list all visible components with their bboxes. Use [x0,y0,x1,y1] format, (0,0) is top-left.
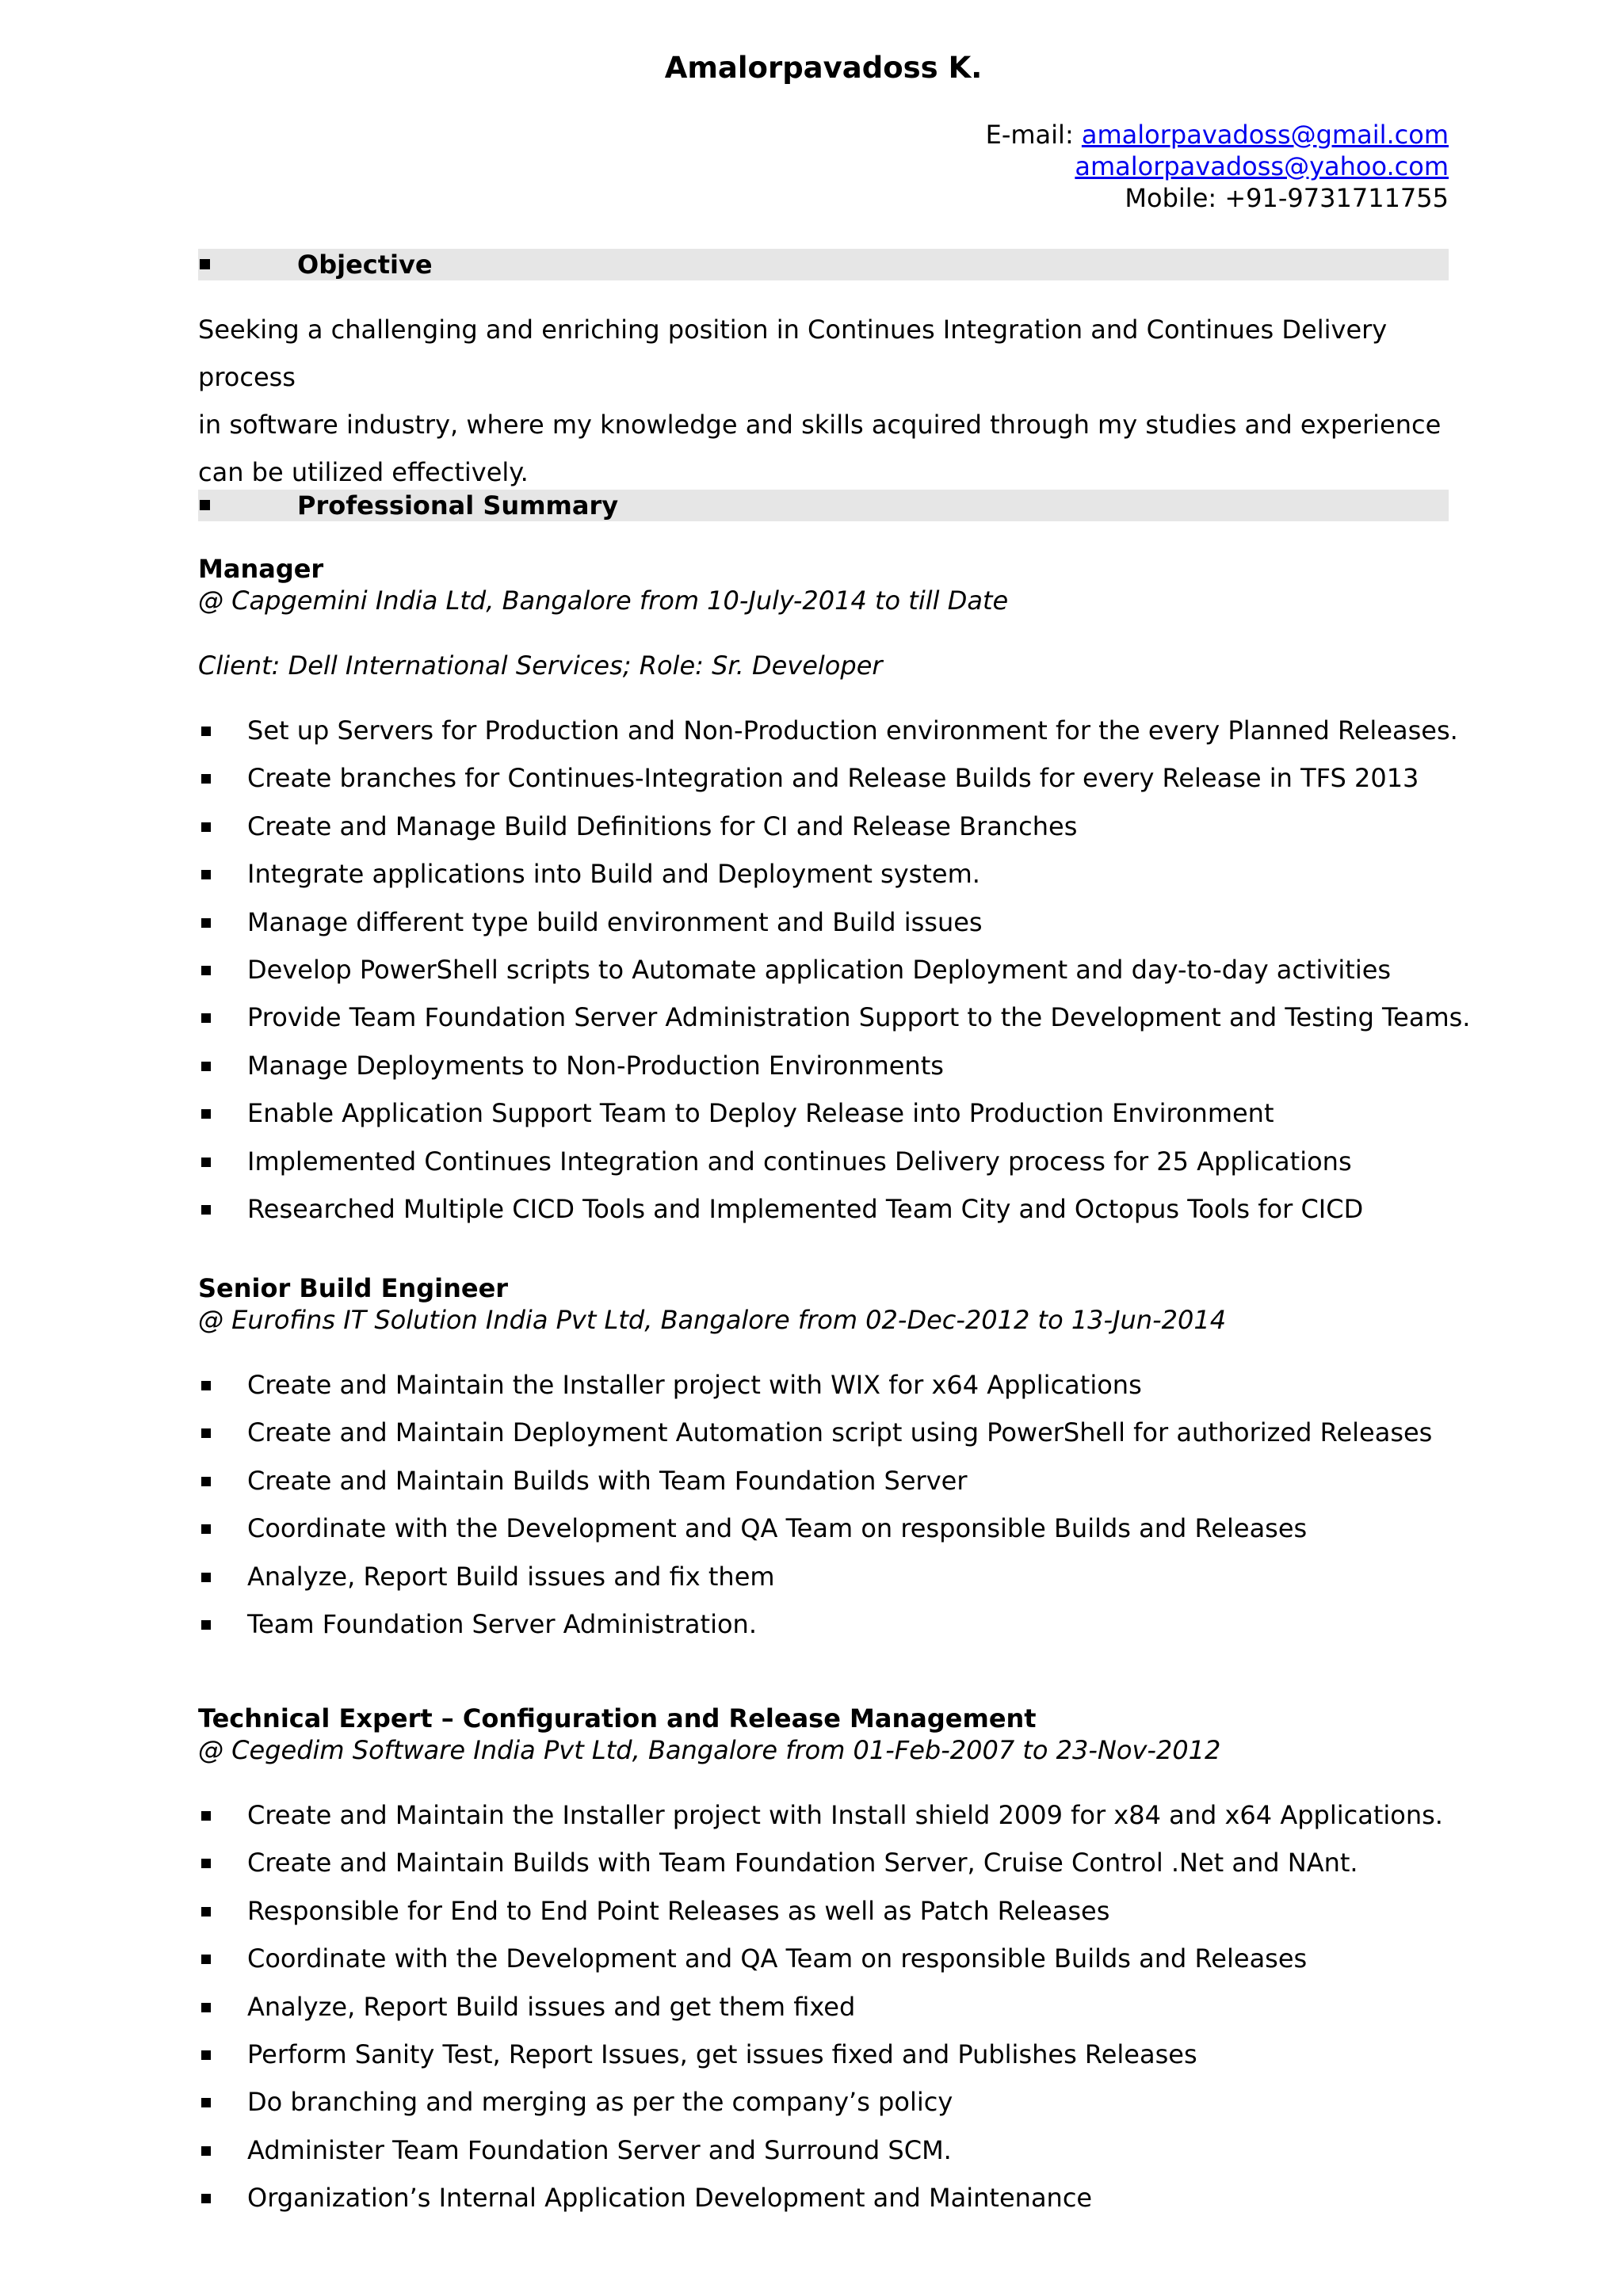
list-item: Organization’s Internal Application Development and Maintenance [198,2182,1449,2229]
mobile-number: Mobile: +91-9731711755 [1125,183,1449,213]
objective-line: can be utilized effectively. [198,457,529,487]
square-bullet-icon [201,2050,211,2060]
section-title: Professional Summary [297,490,619,521]
list-item: Team Foundation Server Administration. [198,1608,1449,1656]
email-link-yahoo[interactable]: amalorpavadoss@yahoo.com [1075,151,1449,181]
list-item: Manage different type build environment and Build issues [198,906,1449,954]
job-client: Client: Dell International Services; Role: Sr. Developer [198,650,883,681]
job-company: @ Cegedim Software India Pvt Ltd, Bangalore from 01-Feb-2007 to 23-Nov-2012 [198,1735,1221,1765]
job-duties-list [198,1799,1449,2230]
square-bullet-icon [201,727,211,736]
candidate-name: Amalorpavadoss K. [664,51,983,85]
list-item: Do branching and merging as per the company’s policy [198,2086,1449,2134]
square-bullet-icon [201,2146,211,2156]
square-bullet-icon [201,918,211,928]
list-item: Implemented Continues Integration and continues Delivery process for 25 Applications [198,1146,1449,1193]
square-bullet-icon [201,1158,211,1167]
square-bullet-icon [201,774,211,784]
square-bullet-icon [201,1428,211,1438]
square-bullet-icon [201,1013,211,1023]
list-item: Integrate applications into Build and Deployment system. [198,858,1449,906]
list-item: Perform Sanity Test, Report Issues, get issues fixed and Publishes Releases [198,2039,1449,2086]
objective-text [198,306,1449,496]
list-item: Create and Maintain Deployment Automation script using PowerShell for authorized Releases [198,1417,1449,1464]
job-duties-list [198,1369,1449,1656]
list-item: Coordinate with the Development and QA Team on responsible Builds and Releases [198,1512,1449,1560]
list-item: Manage Deployments to Non-Production Environments [198,1050,1449,1097]
objective-line: in software industry, where my knowledge and skills acquired through my studies and experience [198,410,1442,440]
square-bullet-icon [201,2003,211,2012]
square-bullet-icon [201,966,211,975]
job-title: Technical Expert – Configuration and Release Management [198,1703,1037,1733]
contact-block [986,119,1449,214]
list-item: Researched Multiple CICD Tools and Implemented Team City and Octopus Tools for CICD [198,1193,1449,1241]
square-bullet-icon [201,870,211,879]
job-duties-list [198,715,1471,1241]
list-item: Analyze, Report Build issues and get them fixed [198,1991,1449,2039]
square-bullet-icon [201,1811,211,1821]
email-line [986,119,1449,151]
list-item: Create and Maintain Builds with Team Foundation Server, Cruise Control .Net and NAnt. [198,1847,1449,1894]
email-label: E-mail: [985,120,1082,150]
square-bullet-icon [201,1907,211,1917]
list-item: Responsible for End to End Point Releases as well as Patch Releases [198,1895,1449,1943]
email-line-secondary [986,151,1449,182]
square-bullet-icon [201,1573,211,1582]
list-item: Create and Maintain the Installer project with WIX for x64 Applications [198,1369,1449,1417]
list-item: Set up Servers for Production and Non-Production environment for the every Planned Releases. [198,715,1449,762]
list-item: Create branches for Continues-Integration and Release Builds for every Release in TFS 2013 [198,762,1449,810]
job-title: Senior Build Engineer [198,1273,509,1303]
objective-line: Seeking a challenging and enriching position in Continues Integration and Continues Delivery process [198,315,1388,392]
job-company: @ Capgemini India Ltd, Bangalore from 10-July-2014 to till Date [198,585,1009,616]
square-bullet-icon [201,1955,211,1964]
list-item: Provide Team Foundation Server Administration Support to the Development and Testing Teams. [198,1001,1449,1049]
square-bullet-icon [201,2194,211,2203]
square-bullet-icon [201,1477,211,1486]
list-item: Create and Maintain Builds with Team Foundation Server [198,1465,1449,1512]
email-link-gmail[interactable]: amalorpavadoss@gmail.com [1081,120,1449,150]
list-item: Create and Manage Build Definitions for CI and Release Branches [198,810,1449,858]
list-item: Develop PowerShell scripts to Automate application Deployment and day-to-day activities [198,954,1449,1001]
objective-section-header [198,249,1449,280]
list-item: Coordinate with the Development and QA Team on responsible Builds and Releases [198,1943,1449,1990]
square-bullet-icon [201,1524,211,1534]
square-bullet-icon [201,1109,211,1119]
square-bullet-icon [201,1859,211,1868]
square-bullet-icon [201,1205,211,1215]
square-bullet-icon [200,259,210,269]
job-title: Manager [198,554,324,584]
square-bullet-icon [201,822,211,832]
square-bullet-icon [201,1381,211,1390]
list-item: Create and Maintain the Installer project with Install shield 2009 for x84 and x64 Applications. [198,1799,1449,1847]
job-company: @ Eurofins IT Solution India Pvt Ltd, Bangalore from 02-Dec-2012 to 13-Jun-2014 [198,1305,1227,1335]
square-bullet-icon [200,500,210,510]
square-bullet-icon [201,1062,211,1071]
summary-section-header [198,490,1449,521]
list-item: Analyze, Report Build issues and fix them [198,1561,1449,1608]
list-item: Administer Team Foundation Server and Surround SCM. [198,2134,1449,2182]
square-bullet-icon [201,1620,211,1630]
list-item: Enable Application Support Team to Deploy Release into Production Environment [198,1097,1449,1145]
section-title: Objective [297,250,433,280]
square-bullet-icon [201,2098,211,2107]
